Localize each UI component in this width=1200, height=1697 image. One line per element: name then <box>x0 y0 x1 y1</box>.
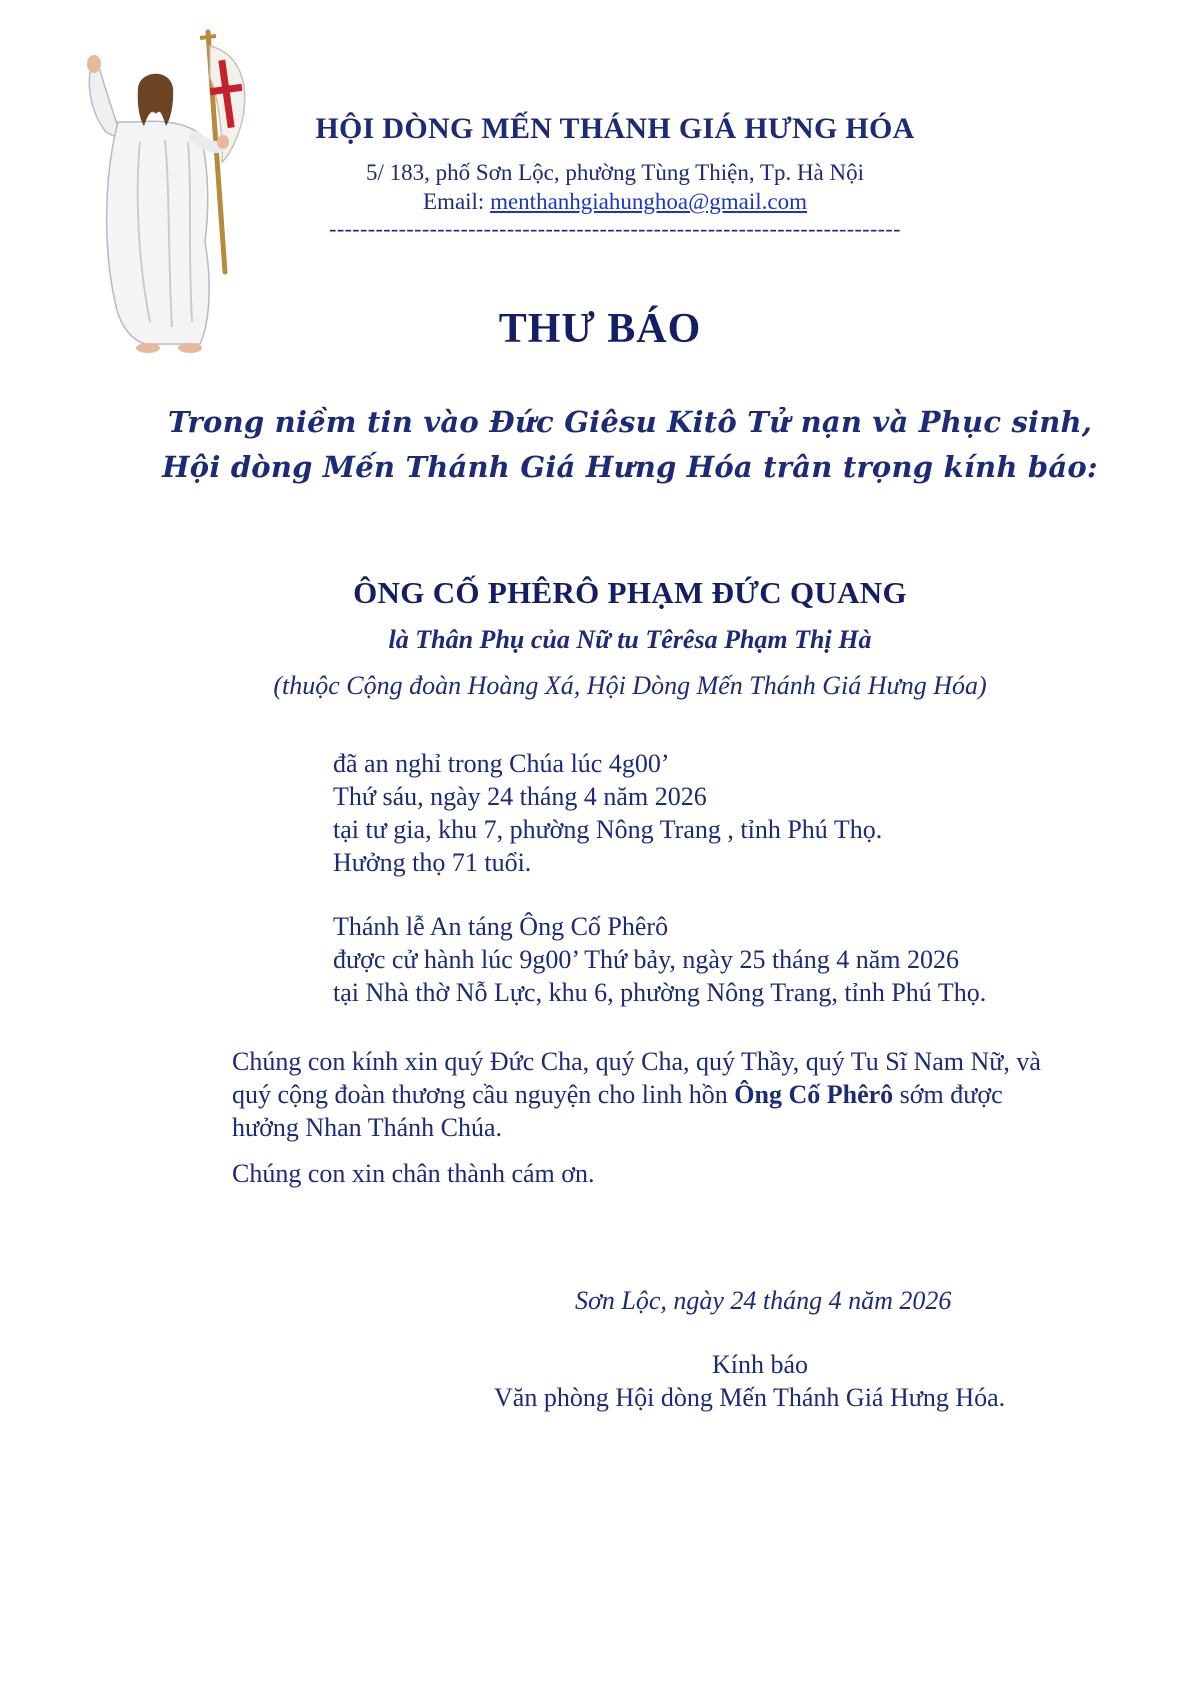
death-info-line: Hưởng thọ 71 tuổi. <box>333 848 532 877</box>
header-divider: -------------------------------------------------------------------------- <box>329 216 901 241</box>
regards-text: Kính báo <box>712 1350 809 1379</box>
prayer-request-paragraph <box>232 1045 1062 1144</box>
prayer-request-name: Ông Cố Phêrô <box>734 1080 894 1109</box>
prayer-request-text-end: sớm được hưởng Nhan Thánh Chúa. <box>232 1080 1003 1142</box>
intro-line-2: Hội dòng Mến Thánh Giá Hưng Hóa trân trọng kính báo: <box>162 450 1098 484</box>
death-info-line: tại tư gia, khu 7, phường Nông Trang , tỉnh Phú Thọ. <box>333 815 883 844</box>
signature-office: Văn phòng Hội dòng Mến Thánh Giá Hưng Hóa. <box>494 1383 1006 1412</box>
death-info-line: Thứ sáu, ngày 24 tháng 4 năm 2026 <box>333 782 707 811</box>
death-info-line: đã an nghỉ trong Chúa lúc 4g00’ <box>333 749 670 778</box>
place-date: Sơn Lộc, ngày 24 tháng 4 năm 2026 <box>575 1286 952 1315</box>
organization-name: HỘI DÒNG MẾN THÁNH GIÁ HƯNG HÓA <box>315 112 915 145</box>
email-link[interactable]: menthanhgiahunghoa@gmail.com <box>490 189 807 214</box>
deceased-community: (thuộc Cộng đoàn Hoàng Xá, Hội Dòng Mến Thánh Giá Hưng Hóa) <box>273 671 987 700</box>
document-title: THƯ BÁO <box>498 306 702 352</box>
thanks-paragraph: Chúng con xin chân thành cám ơn. <box>232 1159 595 1188</box>
prayer-request-text: Chúng con kính xin quý Đức Cha, quý Cha, quý Thầy, quý Tu Sĩ Nam Nữ, và quý cộng đoàn thương cầu nguyện cho linh hồn <box>232 1047 1041 1109</box>
intro-line-1: Trong niềm tin vào Đức Giêsu Kitô Tử nạn và Phục sinh, <box>167 405 1093 439</box>
funeral-info-line: tại Nhà thờ Nỗ Lực, khu 6, phường Nông Trang, tỉnh Phú Thọ. <box>333 978 987 1007</box>
organization-email-line <box>290 189 940 215</box>
email-label: Email: <box>423 189 485 214</box>
funeral-info-block <box>333 910 986 1009</box>
funeral-info-line: Thánh lễ An táng Ông Cố Phêrô <box>333 912 669 941</box>
organization-address: 5/ 183, phố Sơn Lộc, phường Tùng Thiện, Tp. Hà Nội <box>365 160 865 185</box>
deceased-relation: là Thân Phụ của Nữ tu Têrêsa Phạm Thị Hà <box>388 625 872 654</box>
funeral-info-line: được cử hành lúc 9g00’ Thứ bảy, ngày 25 tháng 4 năm 2026 <box>333 945 959 974</box>
deceased-name: ÔNG CỐ PHÊRÔ PHẠM ĐỨC QUANG <box>353 575 907 610</box>
death-info-block <box>333 747 882 879</box>
